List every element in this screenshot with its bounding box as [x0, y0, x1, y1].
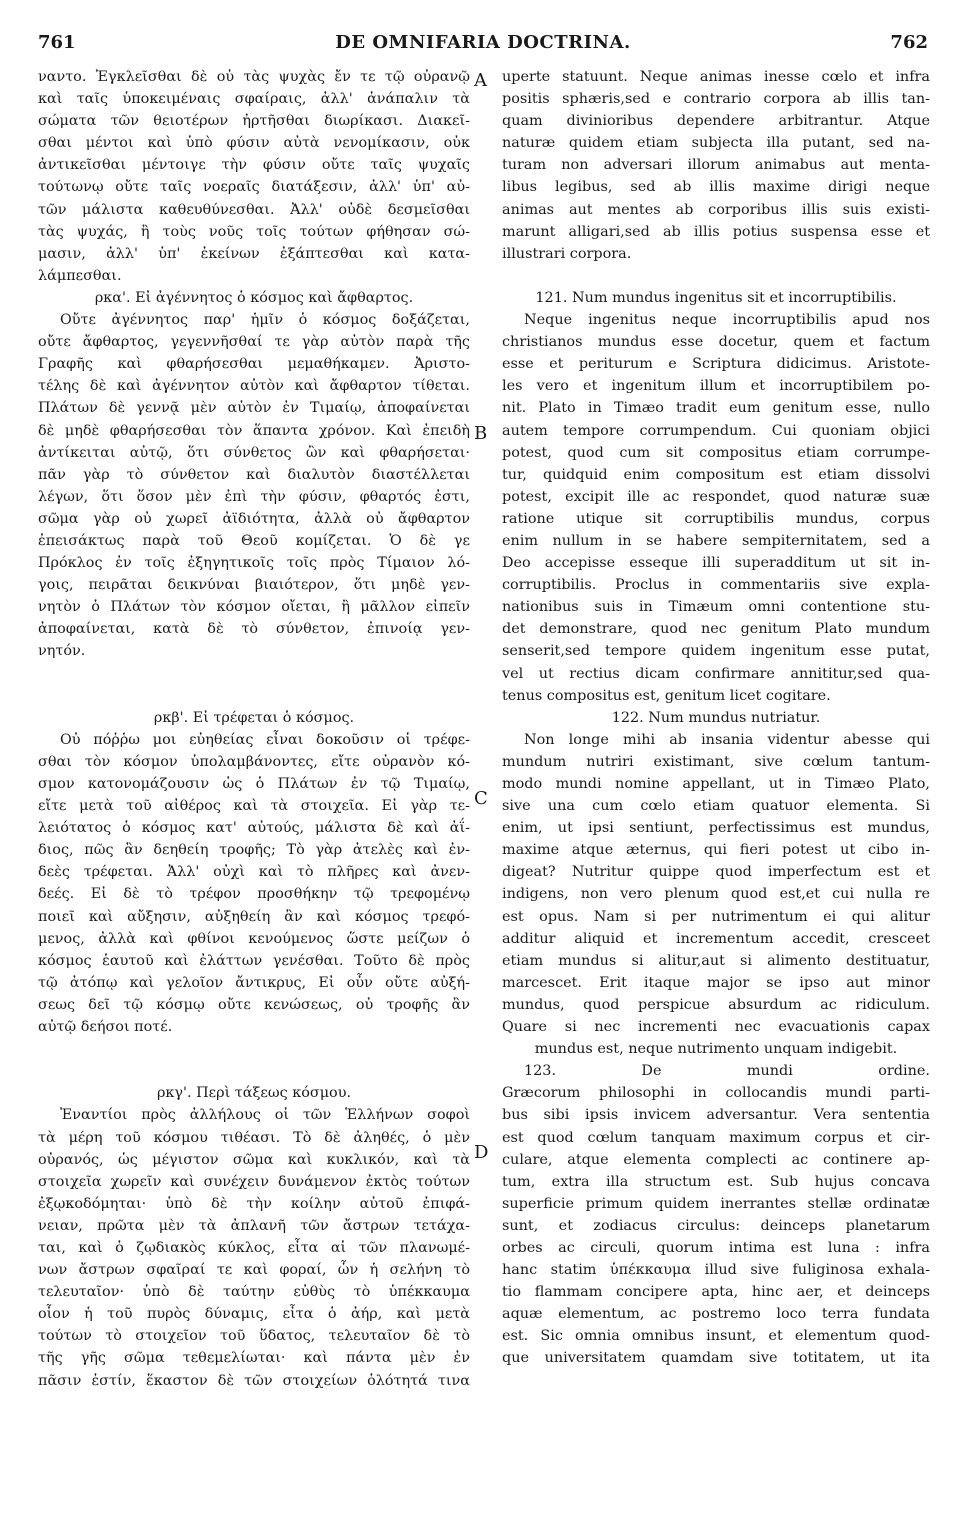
latin-text-line: det demonstrare, quod nec genitum Plato mundum	[502, 621, 930, 638]
latin-text-line: sive una cum cœlo etiam quatuor elementa. Si	[502, 798, 930, 815]
greek-text-line: σεως δεῖ τῷ κόσμῳ οὔτε κενώσεως, οὐ τροφῆς ἂν	[38, 996, 470, 1013]
greek-text-line: πᾶσιν ἐστίν, ἕκαστον δὲ τῶν στοιχείων ὁλότητά τινα	[38, 1372, 470, 1389]
latin-text-line: modo mundi nomine appellant, ut in Timæo Plato,	[502, 776, 930, 792]
greek-text-line: οἷον ἡ τοῦ πυρὸς δύναμις, εἶτα ὁ ἀήρ, καὶ μετὰ	[38, 1306, 470, 1323]
latin-text-line: enim nullum in se habere sempiternitatem, sed a	[502, 532, 930, 549]
latin-text-line: vel ut rectius dicam confirmare annititur,sed qua-	[502, 665, 930, 682]
latin-text-line: est. Sic omnia omnibus insunt, et elementum quod-	[502, 1328, 930, 1345]
latin-column	[502, 66, 930, 1370]
latin-text-line: illustrari corpora.	[502, 245, 632, 262]
latin-text-line: digeat? Nutritur quippe quod imperfectum est et	[502, 864, 930, 881]
latin-text-line: autem tempore corrumpendum. Cui quoniam objici	[502, 422, 930, 439]
latin-text-line: tio flammam concipere apta, hinc aer, et deinceps	[502, 1284, 930, 1301]
latin-text-line: mundum nutriri existimant, sive cœlum tantum-	[502, 753, 930, 770]
greek-text-line: νητὸν ὁ Πλάτων τὸν κόσμον οἴεται, ἢ μᾶλλον εἰπεῖν	[38, 599, 470, 616]
running-title: DE OMNIFARIA DOCTRINA.	[335, 32, 631, 53]
greek-text-line: Πρόκλος ἐν τοῖς ἐξηγητικοῖς τοῖς πρὸς Τίμαιον λό-	[38, 555, 470, 572]
latin-text-line: mundus, quod perspicue absurdum ac ridiculum.	[502, 996, 930, 1013]
latin-text-line: quam divinioribus dependere arbitrantur. Atque	[502, 113, 930, 130]
greek-text-line: δεὲς τρέφεται. Ἀλλ' οὐχὶ καὶ τὸ πλῆρες καὶ ἀνεν-	[38, 864, 470, 881]
latin-text-line: Deo accepisse esseque illi superadditum ut sit in-	[502, 555, 930, 572]
latin-text-line: Quare si nec incrementi nec evacuationis capax	[502, 1019, 930, 1036]
greek-text-line: ποιεῖ καὶ αὔξησιν, αὐξηθείη ἂν καὶ κόσμος τρεφό-	[38, 908, 470, 925]
latin-text-line: hanc statim ὑπέκκαυμα illud sive fuliginosa exhala-	[502, 1262, 930, 1279]
greek-text-line: λέγων, ὅτι ὅσον μὲν ἐπὶ τὴν φύσιν, φθαρτός ἐστι,	[38, 488, 470, 505]
latin-text-line: enim, ut ipsi sentiunt, perfectissimus est mundus,	[502, 820, 930, 837]
greek-text-line: Ἐναντίοι πρὸς ἀλλήλους οἱ τῶν Ἑλλήνων σοφοὶ	[60, 1107, 470, 1124]
latin-text-line: senserit,sed tempore quidem ingenitum esse putat,	[502, 643, 930, 660]
latin-text-line: christianos mundus esse docetur, quem et factum	[502, 334, 930, 351]
greek-text-line: σθαι τὸν κόσμον ὑπολαμβάνοντες, εἴτε οὐρανὸν κό-	[38, 753, 470, 770]
latin-text-line: 122. Num mundus nutriatur.	[611, 709, 821, 726]
greek-text-line: τούτωνῳ οὔτε ταῖς νοεραῖς διατάξεσιν, ἀλλ' ὑπ' αὐ-	[38, 179, 470, 196]
greek-text-line: νειαν, πρῶτα μὲν τὰ ἀπλανῆ τῶν ἄστρων τετάχα-	[38, 1217, 470, 1234]
latin-text-line: naturæ quidem etiam subjecta illa putant, sed na-	[502, 135, 930, 152]
latin-text-line: libus legibus, sed ab illis maxime dirigi neque	[502, 179, 930, 196]
latin-text-line: etiam mundus si alitur,aut si alimento destituatur,	[502, 952, 930, 969]
margin-marker-c: C	[474, 788, 488, 809]
greek-text-line: γοις, πειρᾶται δεικνύναι βιαιότερον, ὅτι μηδὲ γεν-	[38, 577, 470, 594]
greek-text-line: ναντο. Ἐγκλεῖσθαι δὲ οὐ τὰς ψυχὰς ἔν τε τῷ οὐρανῷ	[38, 69, 470, 85]
latin-text-line: marcescet. Erit itaque major se ipso aut minor	[502, 974, 930, 991]
latin-text-line: Neque ingenitus neque incorruptibilis apud nos	[524, 312, 930, 329]
latin-text-line: ratione utique sit corruptibilis mundus, corpus	[502, 510, 930, 527]
latin-text-line: uperte statuunt. Neque animas inesse cœlo et infra	[502, 69, 930, 85]
greek-text-line: δεές. Εἰ δὲ τὸ τρέφον προσθήκην τῷ τρεφομένῳ	[38, 886, 470, 903]
page-header	[38, 32, 928, 62]
greek-text-line: στοιχεῖα χωρεῖν καὶ συνέχειν δυνάμενον ἐκτὸς τούτων	[38, 1173, 470, 1190]
latin-text-line: superficie primum quidem inerrantes stellæ ordinatæ	[502, 1195, 930, 1212]
latin-text-line	[502, 265, 930, 287]
greek-text-line: κόσμος ἑαυτοῦ καὶ ἐλάττων γενέσθαι. Τοῦτο δὲ πρὸς	[38, 952, 470, 969]
greek-text-line: ρκα'. Εἰ ἀγέννητος ὁ κόσμος καὶ ἄφθαρτος.	[94, 289, 414, 306]
latin-text-line: additur aliquid et incrementum accedit, cresceet	[502, 930, 930, 947]
greek-text-line: μασιν, ἀλλ' ὑπ' ἐκείνων ἐξάπτεσθαι καὶ κατα-	[38, 245, 470, 262]
greek-text-line: ται, καὶ ὁ ζῳδιακὸς κύκλος, εἶτα αἱ τῶν πλανωμέ-	[38, 1239, 470, 1256]
greek-text-line: αὐτῷ δεήσοι ποτέ.	[38, 1019, 173, 1036]
latin-text-line: est quod cœlum tanquam maximum corpus et cir-	[502, 1129, 930, 1146]
latin-text-line: potest, excipit ille ac respondet, quod naturæ suæ	[502, 488, 930, 505]
greek-text-line: Οὔτε ἀγέννητος παρ' ἡμῖν ὁ κόσμος δοξάζεται,	[60, 312, 470, 329]
latin-text-line: Non longe mihi ab insania videntur abesse qui	[524, 731, 930, 748]
latin-text-line: nit. Plato in Timæo tradit eum genitum esse, nullo	[502, 400, 930, 417]
greek-text-line: ἀποφαίνεται, κατὰ δὲ τὸ σύνθετον, ἐπινοίᾳ γεν-	[38, 621, 470, 638]
latin-text-line: tum, extra illa structum est. Sub hujus concava	[502, 1173, 930, 1190]
latin-text-line: les vero et ingenitum illum et incorruptibilem po-	[502, 378, 930, 395]
latin-text-line: marunt alligari,sed ab illis potius suspensa esse et	[502, 223, 930, 240]
greek-text-line: ἐξῳκοδόμηται· ὑπὸ δὲ τὴν κοίλην αὐτοῦ ἐπιφά-	[38, 1195, 470, 1212]
greek-text-line: ρκβ'. Εἰ τρέφεται ὁ κόσμος.	[153, 709, 355, 726]
greek-text-line: ἀντίκειται αὐτῷ, ὅτι σύνθετος ὢν καὶ φθαρήσεται·	[38, 444, 470, 461]
latin-text-line: orbes ac circuli, quorum intima est luna : infra	[502, 1239, 930, 1256]
greek-text-line: λάμπεσθαι.	[38, 267, 122, 284]
greek-text-line	[38, 1060, 470, 1082]
greek-text-line: δὲ μηδὲ φθαρήσεσθαι τὸν ἅπαντα χρόνον. Καὶ ἐπειδὴ	[38, 422, 470, 439]
latin-text-line: que universitatem quamdam sive totitatem, ut ita	[502, 1350, 930, 1367]
latin-text-line: bus sibi ipsis invicem adversantur. Vera sententia	[502, 1107, 930, 1124]
greek-text-line: Πλάτων δὲ γεννᾷ μὲν αὐτὸν ἐν Τιμαίῳ, ἀποφαίνεται	[38, 400, 470, 417]
latin-text-line: corruptibilis. Proclus in commentariis sive expla-	[502, 577, 930, 594]
greek-text-line: πᾶν γὰρ τὸ σύνθετον καὶ διαλυτὸν διαστέλλεται	[38, 466, 470, 483]
greek-text-line: μενος, ἀλλὰ καὶ φθίνοι κενούμενος ὥστε μείζων ὁ	[38, 930, 470, 947]
greek-text-line: οὐρανός, ὡς μέγιστον σῶμα καὶ κυκλικόν, καὶ τὰ	[38, 1151, 470, 1168]
latin-text-line: est opus. Nam si per nutrimentum ei qui alitur	[502, 908, 930, 925]
greek-text-line: τέλης δὲ καὶ ἀγέννητον αὐτὸν καὶ ἄφθαρτον τίθεται.	[38, 378, 470, 395]
latin-text-line: 121. Num mundus ingenitus sit et incorruptibilis.	[535, 289, 897, 306]
greek-text-line: νητόν.	[38, 643, 86, 660]
page-number-left: 761	[38, 32, 76, 53]
greek-text-line: τῷ ἀτόπῳ καὶ γελοῖον ἄντικρυς, Εἰ οὖν οὔτε αὐξή-	[38, 974, 470, 991]
margin-marker-a: A	[474, 70, 487, 91]
latin-text-line: maxime atque æternus, qui fieri potest ut cibo in-	[502, 842, 930, 859]
latin-text-line: tenus compositus est, genitum licet cogitare.	[502, 687, 831, 704]
greek-text-line: λειότατος ὁ κόσμος κατ' αὐτούς, μάλιστα δὲ καὶ ἀΐ-	[38, 820, 470, 837]
greek-text-line: Οὐ πόῤῥω μοι εὐηθείας εἶναι δοκοῦσιν οἱ τρέφε-	[60, 731, 470, 748]
page-number-right: 762	[890, 32, 928, 53]
latin-text-line: turam non adversari illorum animabus aut menta-	[502, 157, 930, 174]
greek-text-line: σθαι μέντοι καὶ ὑπὸ φύσιν αὐτὰ νενομίκασιν, οὐκ	[38, 135, 470, 152]
greek-text-line	[38, 663, 470, 685]
greek-text-line: νων ἄστρων σφαῖραί τε καὶ φοραί, ὧν ἡ σελήνη τὸ	[38, 1262, 470, 1279]
latin-text-line: positis sphæris,sed e contrario corpora ab illis tan-	[502, 91, 930, 108]
margin-marker-d: D	[474, 1142, 489, 1163]
latin-text-line: nationibus suis in Timæum omni contentione stu-	[502, 599, 930, 616]
greek-text-line: σμον κατονομάζουσιν ὡς ὁ Πλάτων ἐν τῷ Τιμαίῳ,	[38, 776, 470, 792]
greek-text-line: σώματα τῶν θειοτέρων ἠρτῆσθαι διωρίκασι. Διακεῖ-	[38, 113, 470, 130]
latin-text-line: potest, quod cum sit compositus etiam corrumpe-	[502, 444, 930, 461]
greek-text-line: τὰ μέρη τοῦ κόσμου τιθέασι. Τὸ δὲ ἀληθές, ὁ μὲν	[38, 1129, 470, 1146]
greek-text-line: Γραφῆς καὶ φθαρήσεσθαι μεμαθήκαμεν. Ἀριστο-	[38, 356, 470, 373]
greek-text-line	[38, 1038, 470, 1060]
greek-text-line: τούτων τὸ στοιχεῖον τοῦ ὕδατος, τελευταῖον δὲ τὸ	[38, 1328, 470, 1345]
margin-marker-b: B	[474, 423, 488, 444]
greek-text-line: καὶ ταῖς ὑποκειμέναις σφαίραις, ἀλλ' ἀνάπαλιν τὰ	[38, 91, 470, 108]
greek-text-line: τῆς γῆς σῶμα τεθεμελίωται· καὶ πάντα μὲν ἐν	[38, 1350, 470, 1367]
latin-text-line: indigens, non vero plenum quod est,et cui nulla re	[502, 886, 930, 903]
greek-text-line: διος, πῶς ἂν δεηθείη τροφῆς; Τὸ γὰρ ἀτελὲς καὶ ἐν-	[38, 842, 470, 859]
greek-text-line: εἴτε μετὰ τοῦ αἰθέρος καὶ τὰ στοιχεῖα. Εἰ γὰρ τε-	[38, 798, 470, 815]
latin-text-line: tur, quidquid enim compositum est etiam dissolvi	[502, 466, 930, 483]
latin-text-line: animas aut mentes ab corporibus illis suis existi-	[502, 201, 930, 218]
greek-text-line: ἐπεισάκτως παρὰ τοῦ Θεοῦ κομίζεται. Ὁ δὲ γε	[38, 532, 470, 549]
greek-text-line: τὰς ψυχάς, ἢ τοὺς νοῦς τοῖς τούτων φήθησαν σώ-	[38, 223, 470, 240]
latin-text-line: esse et periturum e Scriptura didicimus. Aristote-	[502, 356, 930, 373]
greek-text-line: τελευταῖον· ὑπὸ δὲ ταύτην εὐθὺς τὸ ὑπέκκαυμα	[38, 1284, 470, 1301]
latin-text-line: sunt, et zodiacus circulus: deinceps planetarum	[502, 1217, 930, 1234]
latin-text-line: Græcorum philosophi in collocandis mundi parti-	[502, 1085, 930, 1102]
greek-text-line: σῶμα γὰρ οὐ χωρεῖ ἀϊδιότητα, ἀλλὰ οὐ ἄφθαρτον	[38, 510, 470, 527]
greek-text-line: ρκγ'. Περὶ τάξεως κόσμου.	[156, 1085, 352, 1102]
latin-text-line: 123. De mundi ordine.	[524, 1063, 930, 1080]
latin-text-line: mundus est, neque nutrimento unquam indigebit.	[534, 1041, 898, 1058]
latin-text-line: culare, atque elementa complecti ac continere ap-	[502, 1151, 930, 1168]
greek-text-line: ἀντικεῖσθαι μέντοιγε τὴν φύσιν οὔτε ταῖς ψυχαῖς	[38, 157, 470, 174]
greek-column	[38, 66, 470, 1392]
greek-text-line: τῶν μάλιστα καθευθύνεσθαι. Ἀλλ' οὐδὲ δεσμεῖσθαι	[38, 201, 470, 218]
latin-text-line: aquæ elementum, ac postremo loco terra fundata	[502, 1306, 930, 1323]
greek-text-line	[38, 685, 470, 707]
greek-text-line: οὔτε ἄφθαρτος, γεγεννῆσθαί τε γὰρ αὐτὸν παρὰ τῆς	[38, 334, 470, 351]
